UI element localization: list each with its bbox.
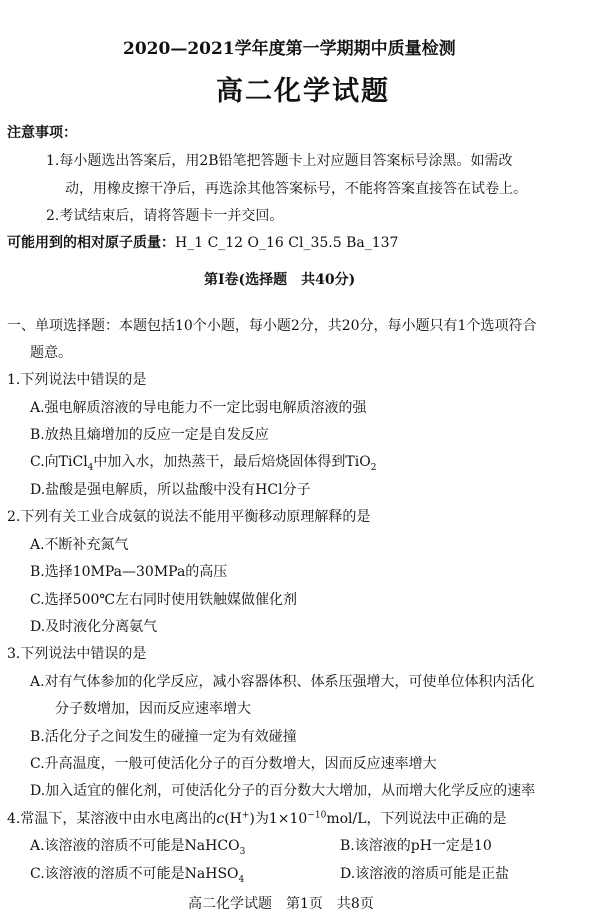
q1-option-c: [30, 453, 376, 471]
part-1-text: 一、单项选择题：本题包括10个小题，每小题2分，共20分，每小题只有1个选项符合: [7, 318, 537, 334]
q3-stem: 3.下列说法中错误的是: [7, 646, 147, 662]
note-1-line-1: 1.每小题选出答案后，用2B铅笔把答题卡上对应题目答案标号涂黑。如需改: [46, 153, 513, 169]
q1-option-d: D.盐酸是强电解质，所以盐酸中没有HCl分子: [30, 482, 311, 498]
notes-heading: 注意事项：: [7, 125, 77, 141]
q4-stem-text-3: mol/L，下列说法中正确的是: [326, 811, 507, 827]
atomic-mass-row: [7, 234, 398, 252]
page-footer: 高二化学试题 第1页 共8页: [188, 896, 374, 912]
exam-title: 高二化学试题: [216, 76, 390, 107]
note-1-line-2: 动，用橡皮擦干净后，再选涂其他答案标号，不能将答案直接答在试卷上。: [65, 181, 527, 197]
q4-stem-paren: (H: [224, 811, 242, 827]
q1-option-c-sub-2: 2: [370, 462, 377, 473]
q4-stem-c: c: [216, 811, 225, 827]
q4-stem: [7, 810, 507, 828]
q4-option-c-text: C.该溶液的溶质不可能是NaHSO: [30, 866, 239, 882]
q4-stem-sup-2: −10: [307, 810, 327, 821]
q4-stem-text-1: 4.常温下，某溶液中由水电离出的: [7, 811, 217, 827]
q4-option-c-sub: 4: [238, 874, 245, 885]
q2-option-c: C.选择500℃左右同时使用铁触媒做催化剂: [30, 592, 298, 608]
q4-option-a-text: A.该溶液的溶质不可能是NaHCO: [30, 838, 240, 854]
q1-option-c-sub-1: 4: [87, 462, 94, 473]
q1-option-a: A.强电解质溶液的导电能力不一定比弱电解质溶液的强: [30, 400, 367, 416]
q1-option-c-text-1: C.向TiCl: [30, 454, 88, 470]
q3-option-b: B.活化分子之间发生的碰撞一定为有效碰撞: [30, 729, 297, 745]
q2-stem: 2.下列有关工业合成氨的说法不能用平衡移动原理解释的是: [7, 509, 371, 525]
q1-option-c-text-2: 中加入水，加热蒸干，最后焙烧固体得到TiO: [93, 454, 371, 470]
q2-option-b: B.选择10MPa—30MPa的高压: [30, 564, 228, 580]
q4-option-b: B.该溶液的pH一定是10: [340, 838, 492, 854]
q4-stem-text-2: )为1×10: [249, 811, 308, 827]
q2-option-a: A.不断补充氮气: [30, 537, 129, 553]
q3-option-c: C.升高温度，一般可使活化分子的百分数增大，因而反应速率增大: [30, 756, 437, 772]
q4-option-d: D.该溶液的溶质可能是正盐: [340, 866, 510, 882]
q3-option-a-line-1: A.对有气体参加的化学反应，减小容器体积、体系压强增大，可使单位体积内活化: [30, 674, 535, 690]
part-1-line-1: [7, 317, 536, 335]
atomic-mass-label: 可能用到的相对原子质量：: [7, 235, 175, 251]
q4-option-c: [30, 865, 244, 883]
q4-stem-sup-1: +: [241, 810, 250, 821]
exam-subtitle: 2020—2021学年度第一学期期中质量检测: [123, 39, 456, 59]
part-1-line-2: 题意。: [30, 345, 72, 361]
q3-option-a-line-2: 分子数增加，因而反应速率增大: [55, 701, 251, 717]
q1-option-b: B.放热且熵增加的反应一定是自发反应: [30, 427, 269, 443]
q4-option-a-sub: 3: [239, 846, 246, 857]
note-2: 2.考试结束后，请将答题卡一并交回。: [46, 208, 284, 224]
q2-option-d: D.及时液化分离氨气: [30, 619, 158, 635]
atomic-mass-values: H_1 C_12 O_16 Cl_35.5 Ba_137: [175, 235, 399, 251]
q4-option-a: [30, 837, 245, 855]
q3-option-d: D.加入适宜的催化剂，可使活化分子的百分数大大增加，从而增大化学反应的速率: [30, 783, 536, 799]
section-heading: 第Ⅰ卷(选择题 共40分): [204, 272, 356, 288]
q1-stem: 1.下列说法中错误的是: [7, 372, 147, 388]
